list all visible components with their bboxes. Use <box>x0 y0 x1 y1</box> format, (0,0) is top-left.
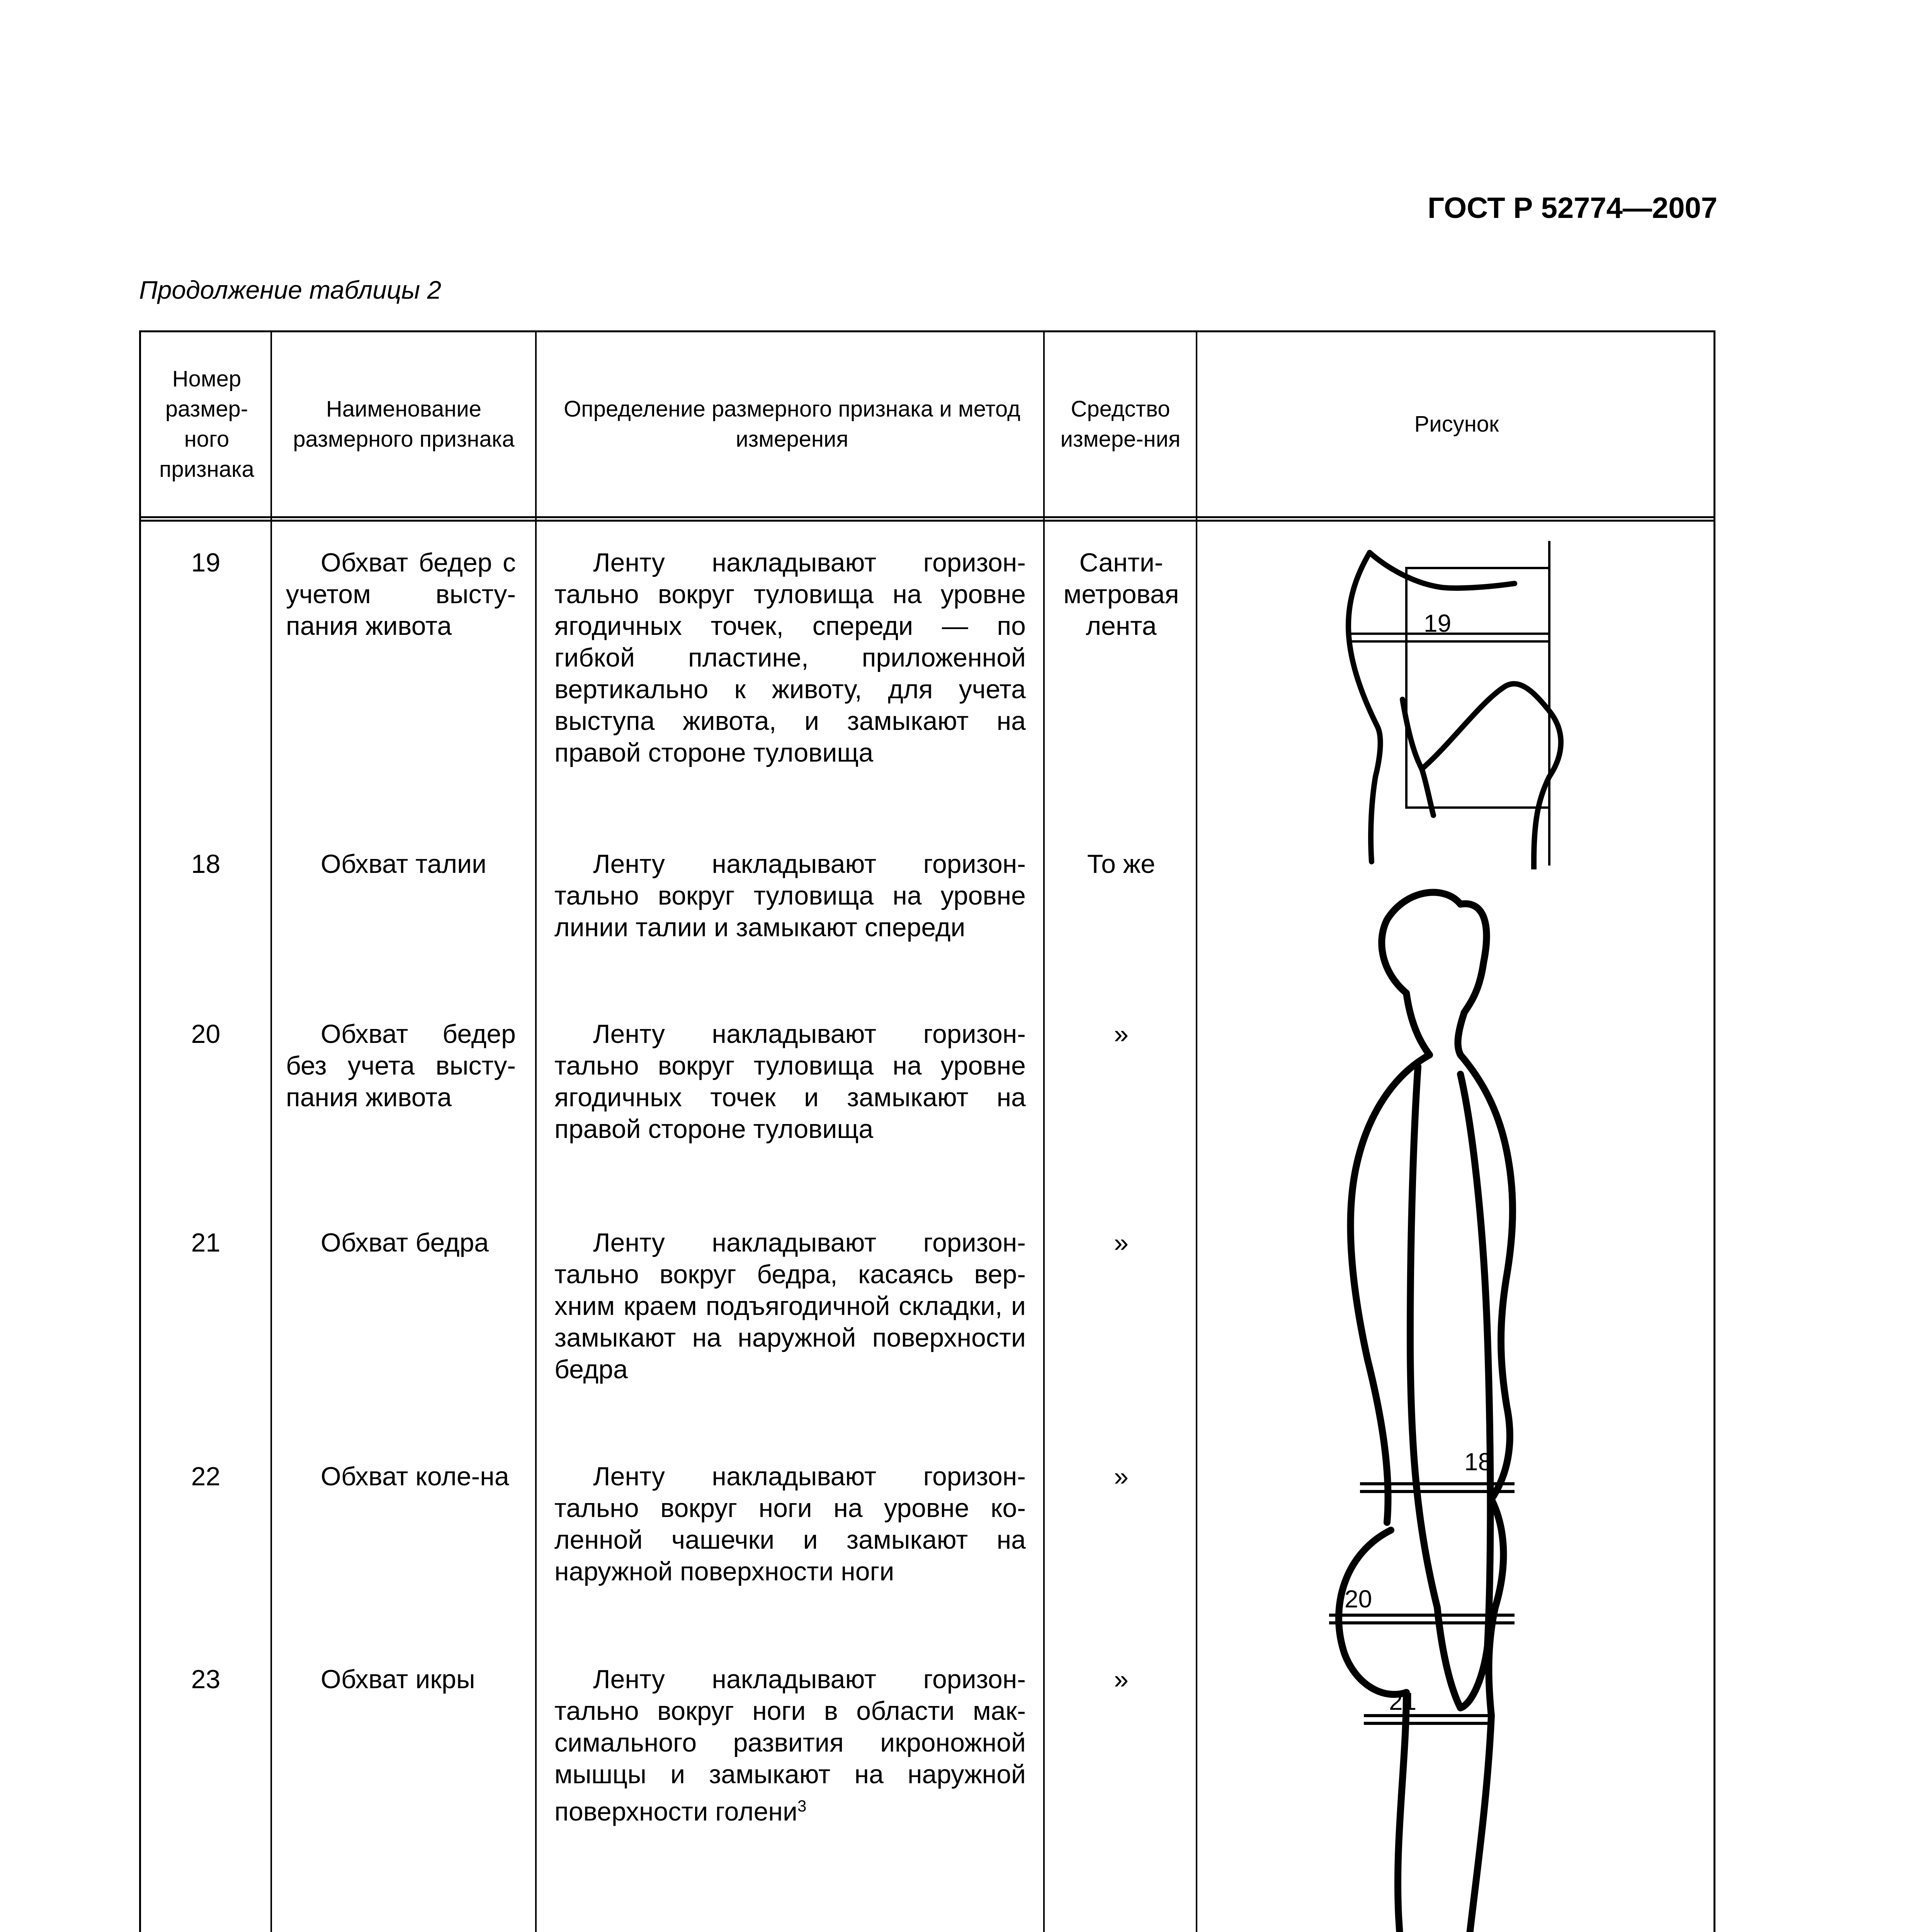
row-name: Обхват талии <box>321 849 487 879</box>
standing-figure-svg <box>1290 873 1630 1932</box>
row-tool: » <box>1114 1665 1129 1694</box>
row-definition: Ленту накладывают горизон-тально вокруг ноги на уровне ко-ленной чашечки и замыкают на наружной поверхности ноги <box>554 1462 1026 1586</box>
table-continuation-caption: Продолжение таблицы 2 <box>139 276 442 304</box>
standard-designation: ГОСТ Р 52774—2007 <box>1428 192 1717 224</box>
torso-figure-19 <box>1333 529 1603 871</box>
header-tool: Средство измере-ния <box>1060 396 1181 452</box>
column-divider <box>270 332 272 1932</box>
head-back <box>1382 892 1460 993</box>
column-divider <box>535 332 537 1932</box>
head-face <box>1460 904 1487 1012</box>
row-definition: Ленту накладывают горизон-тально вокруг туловища на уровне ягодичных точек и замыкают на правой стороне туловища <box>554 1019 1026 1144</box>
row-name: Обхват икры <box>321 1665 475 1694</box>
row-tool: Санти-метровая лента <box>1063 548 1179 641</box>
footnote-mark: 3 <box>797 1797 807 1815</box>
row-definition: Ленту накладывают горизон-тально вокруг туловища на уровне линии талии и замыкают спереди <box>554 849 1026 942</box>
torso-back-outline <box>1348 553 1380 862</box>
row-num: 20 <box>191 1019 221 1049</box>
label-20: 20 <box>1345 1585 1372 1613</box>
neck-back <box>1406 993 1430 1055</box>
row-definition: Ленту накладывают горизон-тально вокруг туловища на уровне ягодичных точек, спереди — по гибкой пластине, приложенной вертикально к животу, для учета выступа живота, и замыкают на правой стороне туловища <box>554 548 1026 767</box>
arm-back <box>1410 1066 1460 1708</box>
row-name: Обхват коле-на <box>321 1462 509 1491</box>
label-21: 21 <box>1389 1687 1417 1715</box>
arm-front <box>1460 1074 1491 1708</box>
row-name: Обхват бедер с учетом высту-пания живота <box>286 548 516 641</box>
header-num: Номер размер-ного признака <box>159 366 254 482</box>
row-name: Обхват бедер без учета высту-пания живота <box>286 1019 516 1112</box>
row-num: 21 <box>191 1228 221 1257</box>
table-header <box>141 332 1714 522</box>
label-19: 19 <box>1424 609 1452 637</box>
standing-figure <box>1290 873 1630 1932</box>
leg-front <box>1436 1716 1507 1932</box>
header-figure: Рисунок <box>1414 412 1499 437</box>
header-name: Наименование размерного признака <box>293 396 515 452</box>
torso-belly-outline <box>1422 684 1561 862</box>
row-definition <box>554 1663 1026 1828</box>
row-tool: » <box>1114 1228 1129 1257</box>
row-num: 18 <box>191 849 221 879</box>
row-tool: » <box>1114 1019 1129 1049</box>
row-tool: То же <box>1087 849 1156 879</box>
torso-shoulder-line <box>1370 553 1515 588</box>
header-definition: Определение размерного признака и метод измерения <box>564 396 1020 452</box>
row-definition-text: Ленту накладывают горизон-тально вокруг ноги в области мак-симального развития икроножной мышцы и замыкают на наружной поверхности голени <box>554 1665 1026 1827</box>
torso-figure-svg <box>1333 529 1603 869</box>
column-divider <box>1043 332 1045 1932</box>
leg-back <box>1383 1692 1406 1932</box>
label-18: 18 <box>1464 1448 1492 1476</box>
row-tool: » <box>1114 1462 1129 1491</box>
row-name: Обхват бедра <box>321 1228 489 1257</box>
row-num: 19 <box>191 548 221 577</box>
row-definition: Ленту накладывают горизон-тально вокруг бедра, касаясь вер-хним краем подъягодичной складки, и замыкают на наружной поверхности бедра <box>554 1228 1026 1384</box>
row-num: 22 <box>191 1462 221 1491</box>
row-num: 23 <box>191 1665 221 1694</box>
neck-front <box>1458 1012 1464 1055</box>
